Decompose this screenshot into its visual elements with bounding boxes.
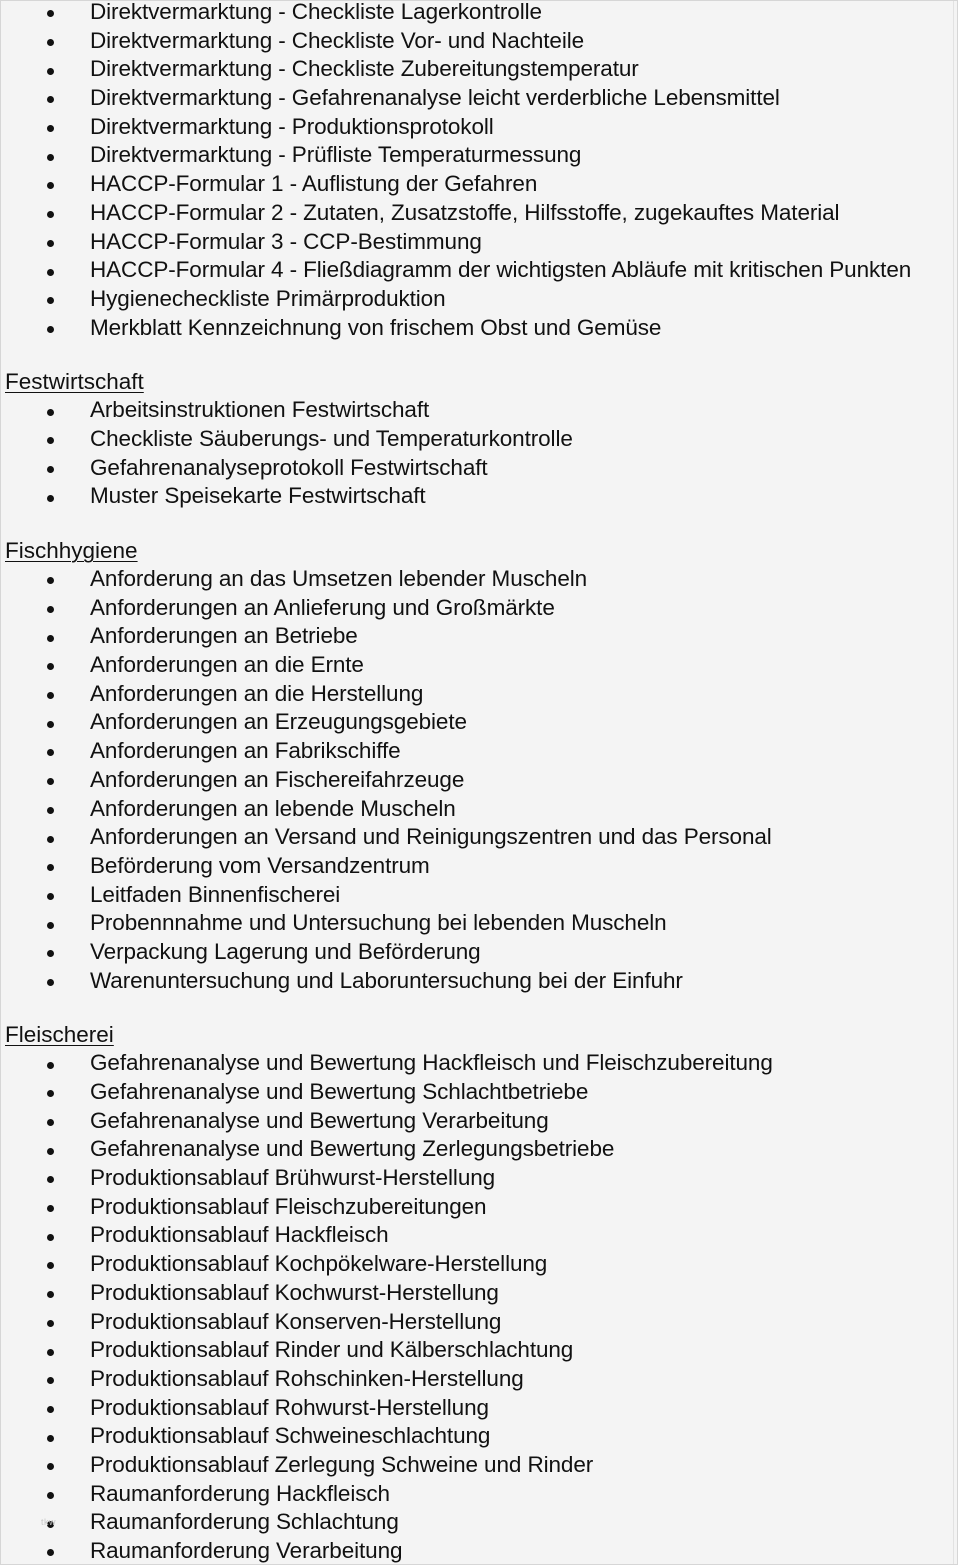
list-item — [1, 1537, 958, 1565]
bullet-icon — [47, 864, 54, 871]
section-fischhygiene — [1, 536, 958, 995]
list-item-text: Direktvermarktung - Gefahrenanalyse leicht verderbliche Lebensmittel — [90, 85, 780, 111]
bullet-list — [1, 565, 958, 995]
bullet-icon — [47, 1291, 54, 1298]
bullet-icon — [47, 663, 54, 670]
list-item-text: Anforderungen an Fabrikschiffe — [90, 738, 401, 764]
list-item-text: Hygienecheckliste Primärproduktion — [90, 285, 446, 311]
list-item — [1, 1279, 958, 1308]
section-fleischerei — [1, 1020, 958, 1565]
bullet-icon — [47, 1377, 54, 1384]
list-item-text: Produktionsablauf Kochwurst-Herstellung — [90, 1279, 499, 1305]
list-item — [1, 881, 958, 910]
list-item — [1, 1422, 958, 1451]
list-item-text: Probennnahme und Untersuchung bei lebenden Muscheln — [90, 910, 667, 936]
list-item — [1, 314, 958, 343]
list-item-text: Arbeitsinstruktionen Festwirtschaft — [90, 397, 430, 423]
list-item-text: Raumanforderung Verarbeitung — [90, 1538, 403, 1563]
list-item-text: Gefahrenanalyse und Bewertung Zerlegungsbetriebe — [90, 1136, 615, 1162]
list-item — [1, 565, 958, 594]
bullet-icon — [47, 495, 54, 502]
list-item-text: Anforderung an das Umsetzen lebender Muscheln — [90, 566, 588, 591]
list-item — [1, 84, 958, 113]
bullet-list — [1, 0, 958, 342]
list-item-text: Direktvermarktung - Checkliste Vor- und Nachteile — [90, 27, 585, 53]
section-festwirtschaft — [1, 367, 958, 511]
list-item — [1, 1193, 958, 1222]
list-item — [1, 622, 958, 651]
list-item-text: Produktionsablauf Rohschinken-Herstellung — [90, 1365, 524, 1391]
bullet-icon — [47, 125, 54, 132]
list-item — [1, 55, 958, 84]
list-item-text: Anforderungen an die Herstellung — [90, 680, 424, 706]
list-item-text: Leitfaden Binnenfischerei — [90, 881, 341, 907]
list-item-text: Produktionsablauf Rinder und Kälberschlachtung — [90, 1337, 574, 1363]
list-item — [1, 823, 958, 852]
bullet-icon — [47, 979, 54, 986]
list-item — [1, 454, 958, 483]
list-item-text: Anforderungen an Anlieferung und Großmärkte — [90, 594, 555, 620]
section-heading — [1, 367, 958, 396]
list-item-text: HACCP-Formular 2 - Zutaten, Zusatzstoffe, Hilfsstoffe, zugekauftes Material — [90, 199, 840, 225]
bullet-icon — [47, 10, 54, 17]
list-item-text: Gefahrenanalyse und Bewertung Hackfleisch und Fleischzubereitung — [90, 1050, 773, 1076]
bullet-list — [1, 396, 958, 511]
list-item — [1, 1508, 958, 1537]
bullet-icon — [47, 466, 54, 473]
section-heading-text: Fischhygiene — [5, 538, 138, 563]
list-item-text: Gefahrenanalyseprotokoll Festwirtschaft — [90, 454, 488, 480]
list-item — [1, 141, 958, 170]
section-heading-text: Festwirtschaft — [5, 369, 144, 395]
bullet-icon — [47, 1062, 54, 1069]
list-item — [1, 228, 958, 257]
bullet-icon — [47, 1349, 54, 1356]
watermark: tkw — [41, 1517, 56, 1527]
list-item — [1, 1451, 958, 1480]
bullet-icon — [47, 836, 54, 843]
list-item — [1, 795, 958, 824]
bullet-icon — [47, 154, 54, 161]
bullet-icon — [47, 1435, 54, 1442]
list-item — [1, 1250, 958, 1279]
bullet-icon — [47, 39, 54, 46]
list-item — [1, 594, 958, 623]
bullet-icon — [47, 1176, 54, 1183]
list-item — [1, 1135, 958, 1164]
bullet-icon — [47, 240, 54, 247]
document-content — [1, 0, 958, 1565]
list-item — [1, 737, 958, 766]
bullet-icon — [47, 409, 54, 416]
bullet-icon — [47, 326, 54, 333]
list-item — [1, 1480, 958, 1509]
bullet-icon — [47, 606, 54, 613]
list-item-text: Produktionsablauf Kochpökelware-Herstellung — [90, 1251, 548, 1277]
bullet-icon — [47, 297, 54, 304]
bullet-icon — [47, 950, 54, 957]
list-item-text: Gefahrenanalyse und Bewertung Verarbeitung — [90, 1107, 549, 1133]
bullet-icon — [47, 1090, 54, 1097]
bullet-icon — [47, 721, 54, 728]
list-item-text: Direktvermarktung - Produktionsprotokoll — [90, 113, 494, 139]
list-item-text: Muster Speisekarte Festwirtschaft — [90, 483, 426, 509]
list-item-text: Beförderung vom Versandzentrum — [90, 852, 430, 878]
list-item — [1, 766, 958, 795]
list-item-text: HACCP-Formular 4 - Fließdiagramm der wichtigsten Abläufe mit kritischen Punkten — [90, 257, 912, 283]
bullet-icon — [47, 1320, 54, 1327]
bullet-icon — [47, 635, 54, 642]
list-item-text: Checkliste Säuberungs- und Temperaturkontrolle — [90, 425, 573, 451]
list-item-text: Anforderungen an Versand und Reinigungszentren und das Personal — [90, 824, 772, 850]
section-direktvermarktung-haccp — [1, 0, 958, 342]
bullet-icon — [47, 68, 54, 75]
bullet-icon — [47, 211, 54, 218]
bullet-icon — [47, 182, 54, 189]
bullet-icon — [47, 922, 54, 929]
section-heading — [1, 1020, 958, 1049]
list-item-text: Anforderungen an die Ernte — [90, 652, 364, 678]
list-item-text: HACCP-Formular 3 - CCP-Bestimmung — [90, 228, 482, 254]
bullet-icon — [47, 269, 54, 276]
list-item-text: Anforderungen an lebende Muscheln — [90, 795, 456, 821]
list-item-text: Merkblatt Kennzeichnung von frischem Obst und Gemüse — [90, 314, 662, 340]
section-heading-text: Fleischerei — [5, 1022, 114, 1048]
list-item-text: Produktionsablauf Zerlegung Schweine und Rinder — [90, 1451, 594, 1477]
list-item — [1, 909, 958, 938]
bullet-icon — [47, 1406, 54, 1413]
list-item-text: Produktionsablauf Hackfleisch — [90, 1222, 389, 1248]
list-item-text: Raumanforderung Schlachtung — [90, 1509, 399, 1535]
bullet-icon — [47, 1463, 54, 1470]
bullet-icon — [47, 1148, 54, 1155]
list-item-text: Anforderungen an Erzeugungsgebiete — [90, 709, 467, 735]
list-item — [1, 1107, 958, 1136]
bullet-icon — [47, 96, 54, 103]
list-item — [1, 852, 958, 881]
list-item-text: Anforderungen an Betriebe — [90, 623, 358, 649]
list-item-text: Direktvermarktung - Prüfliste Temperaturmessung — [90, 142, 582, 168]
bullet-icon — [47, 1492, 54, 1499]
bullet-icon — [47, 807, 54, 814]
bullet-icon — [47, 1549, 54, 1556]
list-item-text: Gefahrenanalyse und Bewertung Schlachtbetriebe — [90, 1079, 589, 1104]
list-item — [1, 1365, 958, 1394]
list-item — [1, 482, 958, 511]
list-item — [1, 396, 958, 425]
list-item — [1, 1049, 958, 1078]
bullet-icon — [47, 437, 54, 444]
list-item — [1, 1394, 958, 1423]
bullet-icon — [47, 1262, 54, 1269]
list-item — [1, 199, 958, 228]
list-item — [1, 113, 958, 142]
bullet-icon — [47, 692, 54, 699]
list-item — [1, 967, 958, 996]
bullet-icon — [47, 893, 54, 900]
list-item — [1, 285, 958, 314]
section-heading — [1, 536, 958, 565]
bullet-icon — [47, 577, 54, 584]
bullet-icon — [47, 778, 54, 785]
list-item — [1, 680, 958, 709]
list-item — [1, 708, 958, 737]
list-item — [1, 0, 958, 27]
list-item — [1, 1221, 958, 1250]
bullet-icon — [47, 1119, 54, 1126]
list-item-text: Produktionsablauf Konserven-Herstellung — [90, 1308, 502, 1334]
list-item-text: Direktvermarktung - Checkliste Lagerkontrolle — [90, 0, 542, 24]
list-item-text: Raumanforderung Hackfleisch — [90, 1480, 390, 1506]
list-item — [1, 1078, 958, 1107]
list-item-text: Verpackung Lagerung und Beförderung — [90, 938, 481, 964]
list-item — [1, 1164, 958, 1193]
list-item-text: Warenuntersuchung und Laboruntersuchung bei der Einfuhr — [90, 967, 683, 993]
list-item — [1, 27, 958, 56]
list-item-text: HACCP-Formular 1 - Auflistung der Gefahren — [90, 171, 538, 197]
bullet-icon — [47, 749, 54, 756]
list-item-text: Produktionsablauf Brühwurst-Herstellung — [90, 1165, 496, 1191]
bullet-icon — [47, 1205, 54, 1212]
list-item-text: Direktvermarktung - Checkliste Zubereitungstemperatur — [90, 56, 639, 82]
list-item-text: Produktionsablauf Fleischzubereitungen — [90, 1193, 487, 1219]
list-item — [1, 170, 958, 199]
list-item — [1, 1336, 958, 1365]
bullet-icon — [47, 1234, 54, 1241]
list-item — [1, 938, 958, 967]
list-item — [1, 651, 958, 680]
list-item — [1, 256, 958, 285]
list-item-text: Produktionsablauf Schweineschlachtung — [90, 1423, 491, 1449]
bullet-list — [1, 1049, 958, 1565]
list-item — [1, 1308, 958, 1337]
list-item — [1, 425, 958, 454]
list-item-text: Produktionsablauf Rohwurst-Herstellung — [90, 1394, 489, 1420]
list-item-text: Anforderungen an Fischereifahrzeuge — [90, 766, 465, 792]
